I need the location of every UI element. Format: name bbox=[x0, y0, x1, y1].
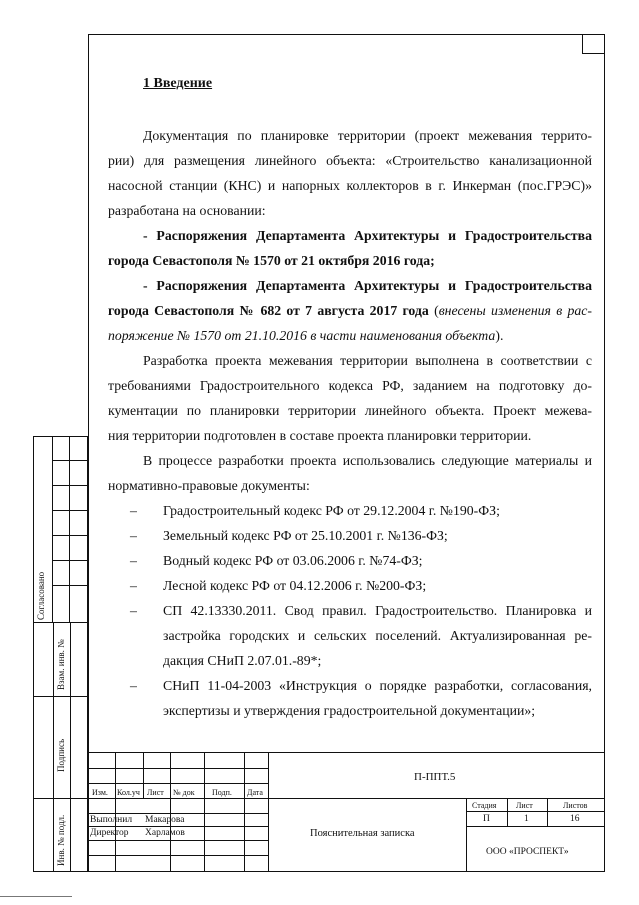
paragraph-line: насосной станции (КНС) и напорных коллекторов в г. Инкерман (пос.ГРЭС)» bbox=[108, 178, 592, 193]
bullet-dash: – bbox=[130, 678, 137, 693]
bullet-dash: – bbox=[130, 603, 137, 618]
col-label-change: Изм. bbox=[92, 788, 108, 797]
basis-line bbox=[108, 327, 592, 345]
section-heading: 1 Введение bbox=[143, 76, 213, 91]
basis-amendment-note: поряжение № 1570 от 21.10.2016 в части наименования объекта bbox=[108, 328, 496, 343]
bullet-dash: – bbox=[130, 528, 137, 543]
bullet-item: Градостроительный кодекс РФ от 29.12.2004 г. №190-ФЗ; bbox=[163, 503, 500, 518]
sheets-value: 16 bbox=[570, 814, 580, 824]
bullet-item: Лесной кодекс РФ от 04.12.2006 г. №200-ФЗ; bbox=[163, 578, 427, 593]
paragraph-line: разработана на основании: bbox=[108, 203, 266, 218]
side-label-inv-orig: Инв. № подл. bbox=[56, 814, 66, 866]
paragraph-line: Разработка проекта межевания территории выполнена в соответствии с bbox=[143, 353, 592, 368]
company-name: ООО «ПРОСПЕКТ» bbox=[486, 847, 569, 857]
paragraph-line: Документация по планировке территории (проект межевания террито- bbox=[143, 128, 592, 143]
paragraph-line: требованиями Градостроительного кодекса РФ, заданием на подготовку до- bbox=[108, 378, 592, 393]
bullet-item: экспертизы и утверждения градостроительной документации»; bbox=[163, 703, 536, 718]
stage-value: П bbox=[483, 814, 490, 824]
paragraph-line: нормативно-правовые документы: bbox=[108, 478, 310, 493]
paragraph-line: ния территории подготовлен в составе проекта планировки территории. bbox=[108, 428, 532, 443]
bullet-item: Земельный кодекс РФ от 25.10.2001 г. №136-ФЗ; bbox=[163, 528, 448, 543]
name-director: Харламов bbox=[145, 828, 185, 838]
paragraph-line: рии) для размещения линейного объекта: «Строительство канализационной bbox=[108, 153, 592, 168]
col-label-sheet: Лист bbox=[147, 788, 164, 797]
bullet-dash: – bbox=[130, 578, 137, 593]
basis-line: - Распоряжения Департамента Архитектуры и Градостроительства bbox=[143, 228, 592, 243]
document-code: П-ППТ.5 bbox=[414, 771, 456, 783]
basis-amendment-note: внесены изменения в рас- bbox=[438, 303, 593, 318]
bullet-item: дакция СНиП 2.07.01.-89*; bbox=[163, 653, 322, 668]
sheet-label: Лист bbox=[516, 801, 533, 810]
paragraph-line: кументации по планировки территории линейного объекта. Проект межева- bbox=[108, 403, 592, 418]
role-performed: Выполнил bbox=[90, 815, 133, 825]
side-label-signature: Подпись bbox=[56, 738, 66, 772]
col-label-sign: Подп. bbox=[212, 788, 232, 797]
basis-order-ref: города Севастополя № 682 от 7 августа 2017 года bbox=[108, 303, 429, 318]
name-performed: Макарова bbox=[145, 815, 185, 825]
side-label-agreed: Согласовано bbox=[36, 571, 46, 620]
bullet-item: Водный кодекс РФ от 03.06.2006 г. №74-ФЗ; bbox=[163, 553, 423, 568]
bullet-dash: – bbox=[130, 553, 137, 568]
bullet-item: застройка городских и сельских поселений. Актуализированная ре- bbox=[163, 628, 592, 643]
col-label-count: Кол.уч bbox=[117, 788, 140, 797]
sheet-value: 1 bbox=[524, 814, 529, 824]
col-label-date: Дата bbox=[247, 788, 263, 797]
document-title: Пояснительная записка bbox=[310, 828, 415, 839]
sheets-label: Листов bbox=[563, 801, 588, 810]
paragraph-line: В процессе разработки проекта использовались следующие материалы и bbox=[143, 453, 592, 468]
basis-paren-close: ). bbox=[495, 328, 504, 343]
basis-line: - Распоряжения Департамента Архитектуры и Градостроительства bbox=[143, 278, 592, 293]
basis-line: города Севастополя № 1570 от 21 октября 2016 года; bbox=[108, 253, 435, 268]
scan-edge-line bbox=[0, 896, 72, 897]
title-block-top bbox=[88, 752, 605, 753]
side-stamp-column bbox=[53, 436, 70, 622]
side-label-replaced-inv: Взам. инв. № bbox=[56, 639, 66, 690]
basis-line bbox=[108, 302, 592, 320]
basis-paren-open: ( bbox=[428, 303, 439, 318]
sheet-number-box bbox=[582, 34, 605, 54]
bullet-item: СНиП 11-04-2003 «Инструкция о порядке разработки, согласования, bbox=[163, 678, 592, 693]
bullet-dash: – bbox=[130, 503, 137, 518]
role-director: Директор bbox=[90, 828, 129, 838]
bullet-item: СП 42.13330.2011. Свод правил. Градостроительство. Планировка и bbox=[163, 603, 592, 618]
stage-label: Стадия bbox=[472, 801, 497, 810]
col-label-doc: № док bbox=[173, 788, 195, 797]
